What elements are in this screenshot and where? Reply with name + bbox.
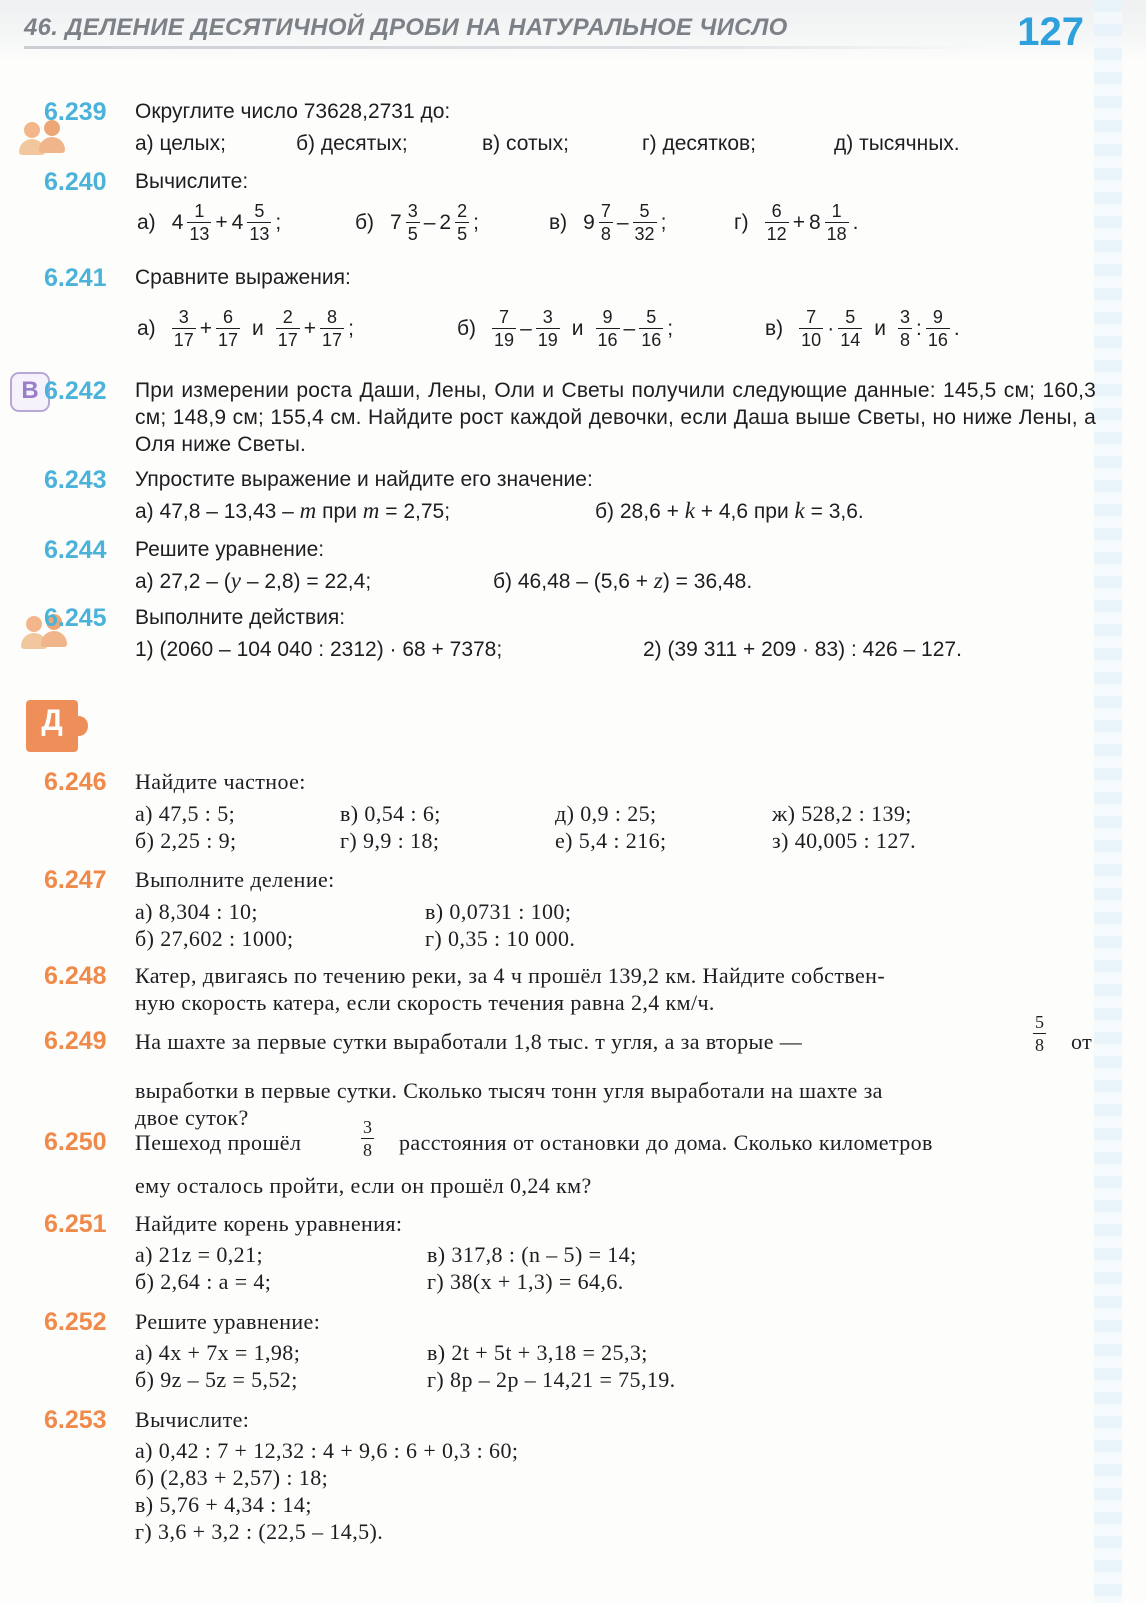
division-item: г) 0,35 : 10 000. [425,926,576,951]
problem-text-line: Катер, двигаясь по течению реки, за 4 ч прошёл 139,2 км. Найдите собствен- [135,963,886,988]
fraction: $\frac{7}{8}$ [600,201,611,244]
fraction: $\frac{3}{17}$ [173,307,194,350]
fraction: $\frac{5}{8}$ [1035,1012,1045,1055]
problem-text: Найдите корень уравнения: [135,1211,403,1236]
problem-text: Решите уравнение: [135,1309,321,1334]
problem-text: Пешеход прошёл [135,1130,302,1155]
division-item: б) 27,602 : 1000; [135,926,294,951]
problem-number: 6.251 [44,1210,107,1238]
problem-text: При измерении роста Даши, Лены, Оли и Светы получили следующие данные: 145,5 см; 160,3 см; 148,9 см; 155,4 см. Найдите рост каждой девочки, если Даша выше Светы, но ниже Лены, а Оля ниже Светы. [135,379,1096,456]
fraction: $\frac{5}{16}$ [641,307,662,350]
answer-option: б) десятых; [296,132,408,155]
quotient-item: б) 2,25 : 9; [135,828,237,853]
answer-option: д) тысячных. [834,132,960,155]
v-level-badge: В [10,372,50,412]
problem-number: 6.250 [44,1128,107,1156]
fraction: $\frac{2}{5}$ [457,201,468,244]
answer-option: в) сотых; [482,132,569,155]
fraction: $\frac{5}{32}$ [634,201,655,244]
fraction: $\frac{2}{17}$ [277,307,298,350]
problem-text-line: ную скорость катера, если скорость течения равна 2,4 км/ч. [135,990,715,1015]
problem-number: 6.239 [44,98,107,126]
problem-number: 6.249 [44,1027,107,1055]
fraction: $\frac{1}{18}$ [826,201,847,244]
problem-number: 6.252 [44,1308,107,1336]
problem-text: Округлите число 73628,2731 до: [135,100,451,123]
problem-text-line: выработки в первые сутки. Сколько тысяч тонн угля выработали на шахте за [135,1078,883,1103]
problem-text: Сравните выражения: [135,266,351,289]
problem-number: 6.240 [44,168,107,196]
expression-d: г) $\frac{6}{12}$ + 8 $\frac{1}{18}$ . [734,201,859,244]
quotient-item: з) 40,005 : 127. [772,828,917,853]
fraction: $\frac{7}{10}$ [801,307,822,350]
problem-text: расстояния от остановки до дома. Сколько километров [399,1130,933,1155]
equation-item: а) 4x + 7x = 1,98; [135,1340,301,1365]
fraction: $\frac{9}{16}$ [597,307,618,350]
calc-item: г) 3,6 + 3,2 : (22,5 – 14,5). [135,1519,384,1544]
fraction: $\frac{9}{16}$ [927,307,948,350]
problem-number: 6.243 [44,466,107,494]
equation-b: б) 46,48 – (5,6 + z) = 36,48. [493,568,753,593]
comparison-a: а) $\frac{3}{17}$ + $\frac{6}{17}$ и $\frac{2}{17}$ + $\frac{8}{17}$ ; [137,307,354,350]
problem-text-line: ему осталось пройти, если он прошёл 0,24 км? [135,1173,592,1198]
problem-text: Вычислите: [135,170,249,193]
problem-number: 6.245 [44,604,107,632]
answer-option: г) десятков; [642,132,757,155]
page-number: 127 [1017,10,1084,54]
equation-a: а) 27,2 – (y – 2,8) = 22,4; [135,568,372,593]
problem-number: 6.244 [44,536,107,564]
equation-item: в) 317,8 : (n – 5) = 14; [427,1242,637,1267]
quotient-item: е) 5,4 : 216; [555,828,667,853]
problem-text-line: двое суток? [135,1105,249,1130]
problem-text: Выполните действия: [135,606,346,629]
quotient-item: д) 0,9 : 25; [555,801,657,826]
quotient-item: ж) 528,2 : 139; [772,801,912,826]
problem-text: Решите уравнение: [135,538,325,561]
fraction: $\frac{5}{13}$ [249,201,270,244]
task-item: 1) (2060 – 104 040 : 2312) · 68 + 7378; [135,638,503,661]
problem-text-line: На шахте за первые сутки выработали 1,8 тыс. т угля, а за вторые — [135,1029,803,1054]
section-d-puzzle-icon: Д [26,700,84,754]
header-divider [24,46,984,49]
fraction: $\frac{8}{17}$ [322,307,343,350]
fraction: $\frac{6}{12}$ [766,201,787,244]
expression-b: б) 7 $\frac{3}{5}$ – 2 $\frac{2}{5}$ ; [355,201,479,244]
comparison-c: в) $\frac{7}{10}$ · $\frac{5}{14}$ и $\frac{3}{8}$ : $\frac{9}{16}$ . [765,307,960,350]
equation-item: г) 38(x + 1,3) = 64,6. [427,1269,624,1294]
fraction: $\frac{5}{14}$ [840,307,861,350]
problem-number: 6.253 [44,1406,107,1434]
problem-number: 6.247 [44,866,107,894]
problem-number: 6.248 [44,962,107,990]
fraction: $\frac{6}{17}$ [217,307,239,350]
problem-number: 6.246 [44,768,107,796]
problem-number: 6.242 [44,377,107,405]
equation-item: а) 21z = 0,21; [135,1242,263,1267]
margin-decoration [1094,0,1122,1603]
fraction: $\frac{3}{8}$ [899,307,910,350]
expression-a: а) 47,8 – 13,43 – m при m = 2,75; [135,498,451,523]
fraction: $\frac{7}{19}$ [494,307,515,350]
equation-item: в) 2t + 5t + 3,18 = 25,3; [427,1340,648,1365]
division-item: в) 0,0731 : 100; [425,899,572,924]
expression-a: а) 4 $\frac{1}{13}$ + 4 $\frac{5}{13}$ ; [137,201,282,244]
section-title: 46. ДЕЛЕНИЕ ДЕСЯТИЧНОЙ ДРОБИ НА НАТУРАЛЬНОЕ ЧИСЛО [24,14,788,41]
fraction: $\frac{3}{19}$ [537,307,558,350]
equation-item: б) 9z – 5z = 5,52; [135,1367,298,1392]
problem-number: 6.241 [44,264,107,292]
problem-text: Вычислите: [135,1407,250,1432]
quotient-item: г) 9,9 : 18; [340,828,440,853]
fraction: $\frac{3}{5}$ [407,201,418,244]
problem-text: Найдите частное: [135,769,306,794]
problem-text: Выполните деление: [135,867,335,892]
equation-item: б) 2,64 : a = 4; [135,1269,272,1294]
task-item: 2) (39 311 + 209 · 83) : 426 – 127. [643,638,962,661]
quotient-item: а) 47,5 : 5; [135,801,236,826]
calc-item: в) 5,76 + 4,34 : 14; [135,1492,312,1517]
problem-text: Упростите выражение и найдите его значение: [135,468,593,491]
fraction: $\frac{1}{13}$ [189,201,210,244]
comparison-b: б) $\frac{7}{19}$ – $\frac{3}{19}$ и $\frac{9}{16}$ – $\frac{5}{16}$ ; [457,307,674,350]
division-item: а) 8,304 : 10; [135,899,258,924]
calc-item: а) 0,42 : 7 + 12,32 : 4 + 9,6 : 6 + 0,3 : 60; [135,1438,519,1463]
calc-item: б) (2,83 + 2,57) : 18; [135,1465,329,1490]
fraction: $\frac{3}{8}$ [363,1117,373,1160]
answer-option: а) целых; [135,132,226,155]
expression-b: б) 28,6 + k + 4,6 при k = 3,6. [595,498,864,523]
expression-c: в) 9 $\frac{7}{8}$ – $\frac{5}{32}$ ; [549,201,667,244]
equation-item: г) 8p – 2p – 14,21 = 75,19. [427,1367,676,1392]
quotient-item: в) 0,54 : 6; [340,801,441,826]
